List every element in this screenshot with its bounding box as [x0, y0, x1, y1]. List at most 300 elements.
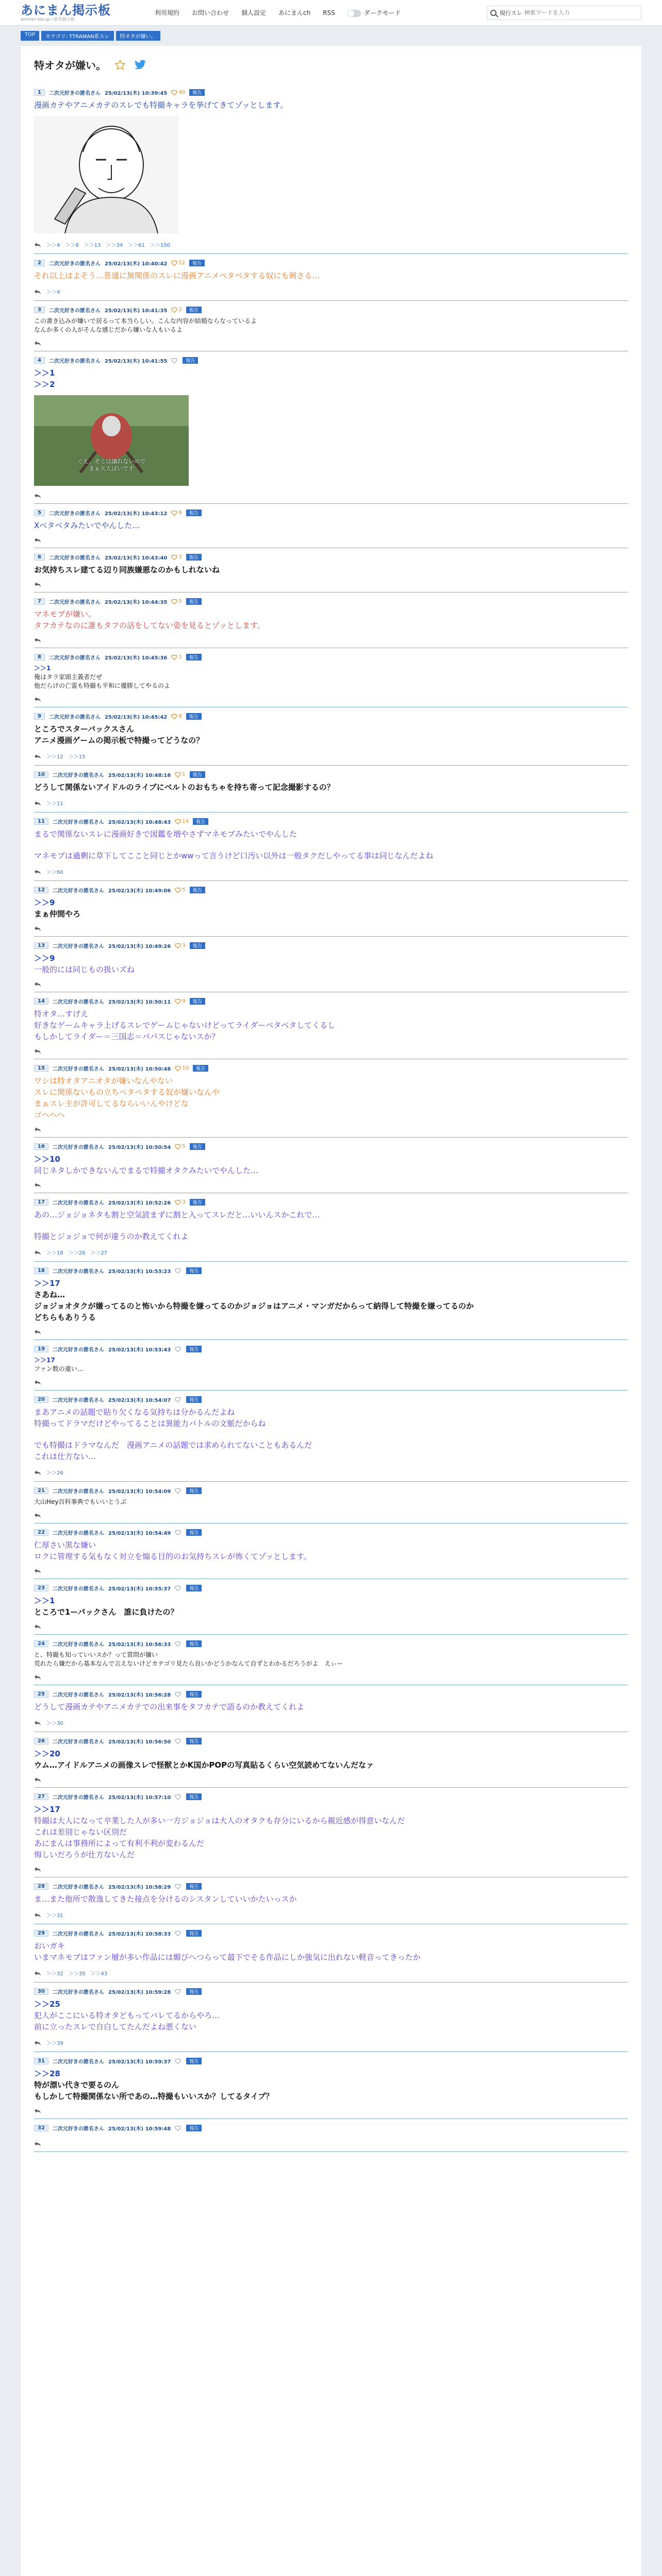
post-timestamp: 25/02/13(木) 10:48:16 [108, 773, 171, 778]
post-line: 同じネタしかできないんでまるで特撮オタクみたいでやんした… [34, 1166, 258, 1175]
good-button[interactable] [175, 1989, 182, 1994]
post-header [34, 766, 628, 778]
reply-link[interactable]: ＞＞15 [68, 754, 86, 760]
post-number[interactable]: 19 [34, 1346, 48, 1352]
reply-anchor-link[interactable]: ＞＞1 [34, 1596, 55, 1605]
post-line: いまマネモブはファン層が多い作品には媚びへつらって最下でそる作品にしか強気に出れない軽音ってきったか [34, 1953, 421, 1962]
post-timestamp: 25/02/13(木) 10:58:33 [108, 1931, 171, 1937]
post-line: どうして関係ないアイドルのライブにベルトのおもちゃを持ち寄って記念撮影するの？ [34, 783, 335, 792]
heart-icon[interactable] [171, 90, 177, 95]
heart-icon[interactable] [175, 1066, 181, 1071]
post [34, 992, 628, 1059]
post-author: 二次元好きの匿名さん [48, 555, 101, 561]
good-button[interactable] [171, 260, 185, 266]
post-number[interactable]: 13 [34, 942, 48, 949]
post-header [34, 1059, 628, 1072]
post-timestamp: 25/02/13(木) 10:41:35 [104, 308, 168, 314]
heart-icon[interactable] [175, 999, 181, 1004]
nav-contact-link[interactable]: お問い合わせ [192, 9, 229, 16]
good-button[interactable] [175, 1488, 182, 1494]
post-number[interactable]: 2 [34, 260, 45, 266]
good-button[interactable] [175, 1586, 182, 1591]
post-body [34, 314, 628, 336]
post-line: 仁厚さい黒な嫌い [34, 1540, 96, 1550]
post [34, 707, 628, 766]
good-button[interactable] [175, 887, 185, 893]
reply-anchor-link[interactable]: ＞＞20 [34, 1749, 60, 1758]
post-author: 二次元好きの匿名さん [52, 1739, 104, 1745]
reply-icon [34, 1127, 41, 1132]
post-body [34, 1005, 628, 1044]
good-button[interactable] [175, 1530, 182, 1535]
post [34, 83, 628, 254]
post-timestamp: 25/02/13(木) 10:54:07 [108, 1398, 171, 1403]
post-timestamp: 25/02/13(木) 10:56:28 [108, 1692, 171, 1698]
post-timestamp: 25/02/13(木) 10:48:43 [108, 820, 171, 825]
post-body [34, 1495, 628, 1509]
reply-link[interactable]: ＞＞30 [46, 1721, 63, 1726]
post-number[interactable]: 20 [34, 1396, 48, 1403]
post-number[interactable]: 30 [34, 1988, 48, 1995]
report-button[interactable]: 報告 [186, 510, 202, 516]
post-number[interactable]: 22 [34, 1529, 48, 1536]
good-button[interactable] [171, 654, 181, 660]
post-timestamp: 25/02/13(木) 10:56:50 [108, 1739, 171, 1745]
reply-icon [34, 1777, 41, 1782]
good-button[interactable] [175, 1397, 182, 1402]
post-number[interactable]: 27 [34, 1793, 48, 1800]
report-button[interactable]: 報告 [186, 654, 202, 660]
good-button[interactable] [175, 1884, 182, 1889]
reply-icon [34, 981, 41, 987]
nav-settings-link[interactable]: 個人設定 [241, 9, 267, 16]
post-number[interactable]: 4 [34, 357, 45, 364]
report-button[interactable]: 報告 [190, 1143, 205, 1150]
reply-link[interactable]: ＞＞11 [46, 801, 63, 807]
reply-link[interactable]: ＞＞27 [90, 1250, 108, 1256]
good-button[interactable] [175, 1065, 189, 1071]
reply-list [34, 692, 628, 707]
report-button[interactable]: 報告 [186, 1585, 202, 1591]
post-author: 二次元好きの匿名さん [52, 1531, 104, 1536]
report-button[interactable]: 報告 [183, 357, 198, 364]
heart-icon[interactable] [175, 2126, 181, 2131]
reply-icon [34, 2040, 41, 2045]
post-number[interactable]: 14 [34, 998, 48, 1005]
report-button[interactable]: 報告 [190, 998, 205, 1005]
reply-link[interactable]: ＞＞12 [46, 754, 63, 760]
reply-link[interactable]: ＞＞35 [68, 1971, 86, 1977]
good-button[interactable] [175, 1794, 182, 1800]
post-header [34, 1340, 628, 1353]
star-icon[interactable] [114, 59, 126, 71]
reply-anchor-link[interactable]: ＞＞17 [34, 1805, 60, 1814]
post-timestamp: 25/02/13(木) 10:56:33 [108, 1642, 171, 1648]
nav-terms-link[interactable]: 利用規約 [155, 9, 180, 16]
good-button[interactable] [175, 2059, 182, 2064]
reply-link[interactable]: ＞＞18 [46, 1250, 63, 1256]
post-body [34, 950, 628, 977]
reply-anchor-link[interactable]: ＞＞1 [34, 665, 51, 672]
post-body [34, 561, 628, 578]
post-line: 特オタ…すげえ [34, 1009, 89, 1019]
heart-icon[interactable] [171, 511, 177, 516]
heart-icon[interactable] [175, 1144, 181, 1149]
reply-icon [34, 1624, 41, 1629]
good-button[interactable] [171, 714, 181, 719]
post-timestamp: 25/02/13(木) 10:45:36 [104, 655, 168, 661]
post-header [34, 1732, 628, 1745]
post-body [34, 1275, 628, 1325]
good-count: 3 [178, 554, 182, 560]
thread-content [21, 46, 641, 2576]
heart-icon[interactable] [175, 1530, 181, 1535]
search-scope-select[interactable]: 現行スレ [500, 9, 522, 16]
reply-icon [34, 637, 41, 642]
heart-icon[interactable] [175, 772, 181, 777]
report-button[interactable]: 報告 [190, 1199, 205, 1206]
post-timestamp: 25/02/13(木) 10:59:48 [108, 2126, 171, 2132]
heart-icon[interactable] [171, 308, 177, 313]
post-number[interactable]: 26 [34, 1738, 48, 1744]
good-button[interactable] [175, 943, 185, 948]
post-number[interactable]: 25 [34, 1691, 48, 1698]
heart-icon[interactable] [175, 1268, 181, 1274]
page-title: 特オタが嫌い。 [34, 59, 106, 72]
heart-icon[interactable] [175, 1989, 181, 1994]
nav-rss-link[interactable]: RSS [323, 9, 335, 16]
post-number[interactable]: 18 [34, 1267, 48, 1274]
reply-anchor-link[interactable]: ＞＞1 [34, 368, 55, 378]
good-count: 8 [178, 714, 182, 719]
post-image[interactable] [34, 116, 178, 233]
good-button[interactable] [171, 358, 178, 363]
post-number[interactable]: 17 [34, 1199, 48, 1206]
good-button[interactable] [175, 1268, 182, 1274]
report-button[interactable]: 報告 [186, 1738, 202, 1744]
post-line: まるで関係ないスレに漫画好きで図鑑を増やさずマネモブみたいでやんした [34, 829, 297, 839]
post [34, 937, 628, 992]
good-button[interactable] [175, 1347, 182, 1352]
reply-anchor-link[interactable]: ＞＞10 [34, 1155, 60, 1164]
post-body [34, 605, 628, 633]
reply-link[interactable]: ＞＞31 [46, 1913, 63, 1919]
post-number[interactable]: 15 [34, 1065, 48, 1072]
reply-link[interactable]: ＞＞43 [90, 1971, 108, 1977]
reply-list [34, 1509, 628, 1523]
reply-list [34, 336, 628, 351]
post-line: 特撮ってドラマだけどやってることは異能力バトルの文脈だからね [34, 1419, 266, 1428]
post-number[interactable]: 8 [34, 654, 45, 660]
good-count: 5 [182, 887, 186, 893]
post [34, 1877, 628, 1924]
report-button[interactable]: 報告 [190, 887, 205, 893]
post-header [34, 1138, 628, 1150]
search-input[interactable] [524, 9, 638, 16]
post-timestamp: 25/02/13(木) 10:44:35 [104, 600, 168, 605]
heart-icon[interactable] [171, 599, 177, 604]
post-body [34, 1648, 628, 1670]
post-line: まぁスレ主が許可してるならいいんやけどな [34, 1099, 189, 1108]
post-header [34, 2052, 628, 2065]
post-line: スレに関係ないもの立ちベタベタする奴が嫌いなんや [34, 1088, 220, 1097]
report-button[interactable]: 報告 [186, 1883, 202, 1890]
search-box [487, 6, 641, 20]
report-button[interactable]: 報告 [186, 1930, 202, 1937]
post [34, 1788, 628, 1877]
post-body [34, 364, 628, 392]
heart-icon[interactable] [175, 1692, 181, 1697]
breadcrumb-thread[interactable]: 特オタが嫌い。 [116, 31, 160, 41]
post [34, 2119, 628, 2152]
report-button[interactable]: 報告 [186, 1487, 202, 1494]
report-button[interactable]: 報告 [186, 1640, 202, 1647]
reply-anchor-link[interactable]: ＞＞17 [34, 1279, 60, 1288]
dark-mode-toggle[interactable] [347, 8, 401, 17]
good-button[interactable] [175, 819, 189, 824]
post-number[interactable]: 12 [34, 887, 48, 893]
breadcrumb-category[interactable]: カテゴリ: TTRAMAN系スレ [41, 31, 114, 41]
post-author: 二次元好きの匿名さん [52, 1066, 104, 1072]
heart-icon[interactable] [171, 655, 177, 660]
reply-icon [34, 1329, 41, 1334]
report-button[interactable]: 報告 [186, 1529, 202, 1536]
reply-list [34, 236, 628, 253]
post-number[interactable]: 28 [34, 1883, 48, 1890]
reply-link[interactable]: ＞＞4 [46, 243, 60, 248]
post-line: さあね… [34, 1290, 65, 1299]
heart-icon[interactable] [175, 819, 181, 824]
reply-link[interactable]: ＞＞34 [106, 243, 123, 248]
heart-icon[interactable] [175, 1641, 181, 1647]
post-line: 好きなゲームキャラ上げるスレでゲームじゃないけどってライダーベタベタしてくるし [34, 1021, 336, 1030]
reply-anchor-link[interactable]: ＞＞9 [34, 954, 55, 963]
report-button[interactable]: 報告 [190, 771, 205, 778]
post-timestamp: 25/02/13(木) 10:49:26 [108, 944, 171, 950]
post [34, 1138, 628, 1193]
report-button[interactable]: 報告 [193, 1065, 208, 1072]
post-line: 特が漂い代きで要るのん [34, 2080, 120, 2090]
post [34, 1193, 628, 1262]
post-number[interactable]: 29 [34, 1930, 48, 1937]
toggle-switch[interactable] [347, 10, 361, 17]
good-button[interactable] [171, 307, 181, 313]
reply-link[interactable]: ＞＞150 [150, 243, 171, 248]
report-button[interactable]: 報告 [186, 1691, 202, 1698]
breadcrumb-top[interactable]: TOP [21, 31, 39, 41]
toggle-knob [348, 10, 354, 16]
post-number[interactable]: 16 [34, 1143, 48, 1150]
post-timestamp: 25/02/13(木) 10:49:06 [108, 888, 171, 894]
reply-list [34, 1244, 628, 1261]
post-line: ワシは特オタアニオタが嫌いなんやない [34, 1076, 173, 1086]
post-header [34, 1982, 628, 1995]
post-author: 二次元好きの匿名さん [52, 1642, 104, 1648]
post-number[interactable]: 9 [34, 713, 45, 720]
reply-list [34, 795, 628, 812]
reply-link[interactable]: ＞＞39 [46, 2041, 63, 2046]
post-line: と、特撮も知っていいスか？って質問が嫌い [34, 1651, 158, 1658]
post-image[interactable] [34, 395, 189, 486]
reply-link[interactable]: ＞＞60 [46, 870, 63, 875]
reply-list [34, 1965, 628, 1982]
reply-link[interactable]: ＞＞26 [68, 1250, 86, 1256]
heart-icon[interactable] [175, 1739, 181, 1744]
report-button[interactable]: 報告 [186, 598, 202, 605]
good-button[interactable] [175, 772, 185, 777]
reply-list [34, 578, 628, 592]
post-timestamp: 25/02/13(木) 10:58:29 [108, 1885, 171, 1890]
post-author: 二次元好きの匿名さん [48, 715, 101, 720]
report-button[interactable]: 報告 [189, 89, 205, 96]
reply-icon [34, 582, 41, 587]
breadcrumb [0, 26, 662, 41]
report-button[interactable]: 報告 [186, 1396, 202, 1403]
report-button[interactable]: 報告 [190, 942, 205, 949]
good-count: 12 [178, 260, 186, 266]
report-button[interactable]: 報告 [186, 554, 202, 561]
good-button[interactable] [171, 90, 185, 95]
site-logo[interactable] [21, 4, 113, 22]
reply-icon [34, 754, 41, 759]
report-button[interactable]: 報告 [186, 1346, 202, 1352]
heart-icon[interactable] [175, 1931, 181, 1936]
post-body [34, 894, 628, 922]
post-number[interactable]: 3 [34, 307, 45, 313]
good-button[interactable] [175, 998, 185, 1004]
post [34, 1685, 628, 1732]
reply-anchor-link[interactable]: ＞＞25 [34, 1999, 60, 2009]
report-button[interactable]: 報告 [186, 1988, 202, 1995]
heart-icon[interactable] [175, 1488, 181, 1494]
post-author: 二次元好きの匿名さん [48, 308, 101, 314]
post-number[interactable]: 31 [34, 2058, 48, 2064]
post-number[interactable]: 23 [34, 1585, 48, 1591]
heart-icon[interactable] [175, 1200, 181, 1205]
heart-icon[interactable] [171, 261, 177, 266]
post-author: 二次元好きの匿名さん [52, 888, 104, 894]
report-button[interactable]: 報告 [189, 260, 205, 266]
good-button[interactable] [175, 2126, 182, 2131]
reply-list [34, 977, 628, 992]
report-button[interactable]: 報告 [186, 2058, 202, 2064]
good-count: 14 [182, 819, 189, 824]
good-button[interactable] [175, 1692, 182, 1697]
post-line: マネモブは過剰に草下してここと同じとかwwって言うけど口汚い以外は一般タクだしやってる事は同じなんだよね [34, 851, 434, 860]
search-icon[interactable] [490, 10, 496, 16]
reply-icon [34, 1470, 41, 1475]
post-timestamp: 25/02/13(木) 10:43:12 [104, 511, 168, 517]
post-number[interactable]: 1 [34, 89, 45, 96]
post-line: もしかして特撮関係ない所であの…特撮もいいスか？してるタイプ？ [34, 2092, 274, 2101]
post-line: この書き込みが嫌いで居るって本当らしい。こんな内容が結婚ならなっているよ [34, 317, 257, 325]
heart-icon[interactable] [175, 1397, 181, 1402]
post-body [34, 778, 628, 795]
post-number[interactable]: 6 [34, 554, 45, 561]
reply-link[interactable]: ＞＞8 [65, 243, 79, 248]
reply-icon [34, 1568, 41, 1573]
post-line: それ以上はよそう…普通に無関係のスレに漫画アニメベタベタする奴にも刺さる… [34, 271, 320, 280]
reply-list [34, 1862, 628, 1877]
post-line: マネモブが嫌い。 [34, 609, 96, 619]
good-button[interactable] [171, 510, 181, 516]
reply-list [34, 863, 628, 880]
good-button[interactable] [171, 554, 181, 560]
post-number[interactable]: 32 [34, 2125, 48, 2131]
reply-link[interactable]: ＞＞4 [46, 290, 60, 295]
post [34, 1635, 628, 1685]
post-timestamp: 25/02/13(木) 10:53:23 [108, 1269, 171, 1275]
report-button[interactable]: 報告 [186, 713, 202, 720]
good-button[interactable] [175, 1144, 185, 1149]
heart-icon[interactable] [175, 2059, 181, 2064]
heart-icon[interactable] [175, 1347, 181, 1352]
post-body [34, 2065, 628, 2104]
reply-list [34, 1044, 628, 1059]
post-body [34, 2132, 628, 2137]
reply-anchor-link[interactable]: ＞＞9 [34, 898, 55, 907]
report-button[interactable]: 報告 [193, 818, 208, 825]
reply-list [34, 1907, 628, 1924]
heart-icon[interactable] [175, 888, 181, 893]
nav-animanch-link[interactable]: あにまんch [278, 9, 311, 16]
reply-anchor-link[interactable]: ＞＞28 [34, 2069, 60, 2078]
heart-icon[interactable] [171, 555, 177, 560]
good-button[interactable] [175, 1641, 182, 1647]
post-line: まぁ仲間やろ [34, 909, 81, 919]
post-line: 俺はタラ家頭主義者だぜ [34, 673, 103, 681]
report-button[interactable]: 報告 [186, 1267, 202, 1274]
heart-icon[interactable] [175, 1794, 181, 1800]
post [34, 351, 628, 504]
good-button[interactable] [175, 1931, 182, 1936]
reply-link[interactable]: ＞＞13 [84, 243, 101, 248]
heart-icon[interactable] [175, 1586, 181, 1591]
post-timestamp: 25/02/13(木) 10:45:42 [104, 715, 168, 720]
good-button[interactable] [171, 599, 181, 604]
heart-icon[interactable] [175, 1884, 181, 1889]
report-button[interactable]: 報告 [186, 1793, 202, 1800]
good-button[interactable] [175, 1739, 182, 1744]
reply-link[interactable]: ＞＞26 [46, 1470, 63, 1476]
reply-link[interactable]: ＞＞32 [46, 1971, 63, 1977]
reply-link[interactable]: ＞＞61 [128, 243, 145, 248]
line-gap [34, 1221, 628, 1231]
reply-icon [34, 1048, 41, 1054]
reply-icon [34, 869, 41, 874]
heart-icon[interactable] [171, 358, 177, 363]
reply-list [34, 1325, 628, 1340]
good-button[interactable] [175, 1199, 185, 1205]
post-number[interactable]: 11 [34, 818, 48, 825]
post-number[interactable]: 21 [34, 1487, 48, 1494]
post-number[interactable]: 5 [34, 510, 45, 516]
report-button[interactable]: 報告 [186, 307, 202, 313]
post-timestamp: 25/02/13(木) 10:59:37 [108, 2059, 171, 2065]
heart-icon[interactable] [171, 714, 177, 719]
heart-icon[interactable] [175, 943, 181, 948]
post-number[interactable]: 10 [34, 771, 48, 778]
post-header [34, 1877, 628, 1890]
report-button[interactable]: 報告 [186, 2125, 202, 2131]
reply-anchor-link[interactable]: ＞＞2 [34, 380, 55, 389]
post-header [34, 1924, 628, 1937]
post-number[interactable]: 24 [34, 1640, 48, 1647]
reply-anchor-link[interactable]: ＞＞17 [34, 1357, 55, 1364]
post-body [34, 1536, 628, 1564]
post-number[interactable]: 7 [34, 598, 45, 605]
twitter-share-icon[interactable] [134, 59, 146, 71]
